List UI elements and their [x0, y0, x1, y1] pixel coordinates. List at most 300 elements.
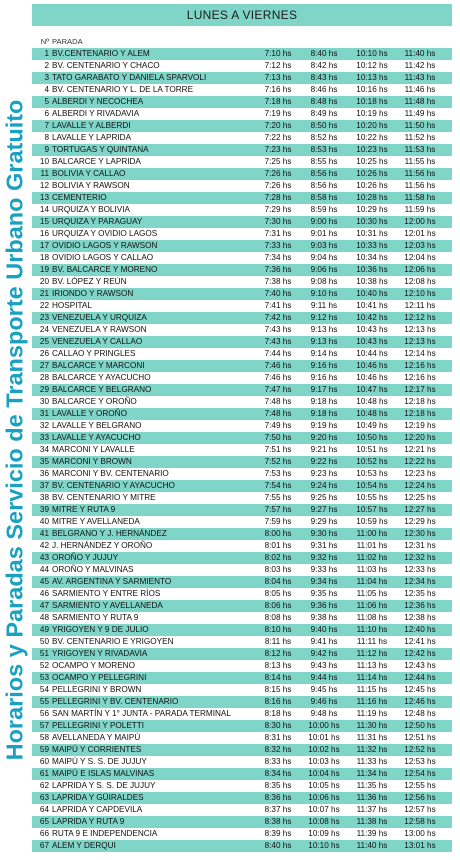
departure-time: 12:23 hs	[404, 469, 436, 478]
schedule-row	[32, 72, 452, 84]
stop-name: PELLEGRINI Y BROWN	[52, 685, 142, 694]
stop-number: 67	[39, 841, 49, 850]
column-header	[32, 36, 452, 48]
departure-time: 10:01 hs	[308, 733, 340, 742]
schedule-rows	[32, 48, 452, 852]
departure-time: 10:10 hs	[308, 841, 340, 850]
departure-time: 8:39 hs	[264, 829, 292, 838]
departure-time: 12:31 hs	[404, 541, 436, 550]
schedule-row	[32, 816, 452, 828]
stop-name: LAVALLE Y AYACUCHO	[52, 433, 141, 442]
departure-time: 8:53 hs	[310, 145, 338, 154]
stop-name: BOLIVIA Y CALLAO	[52, 169, 126, 178]
stop-number: 9	[44, 145, 49, 154]
departure-time: 12:13 hs	[404, 325, 436, 334]
departure-time: 11:02 hs	[356, 553, 388, 562]
departure-time: 7:43 hs	[264, 325, 292, 334]
stop-name: AV. ARGENTINA Y SARMIENTO	[52, 577, 172, 586]
stop-name: CALLAO Y PRINGLES	[52, 349, 136, 358]
stop-number: 54	[39, 685, 49, 694]
departure-time: 10:57 hs	[356, 505, 388, 514]
departure-time: 8:04 hs	[264, 577, 292, 586]
departure-time: 11:55 hs	[404, 157, 436, 166]
stop-name: BV. BALCARCE Y MORENO	[52, 265, 158, 274]
departure-time: 11:12 hs	[356, 649, 388, 658]
departure-time: 9:18 hs	[310, 409, 338, 418]
departure-time: 8:56 hs	[310, 181, 338, 190]
departure-time: 10:55 hs	[356, 493, 388, 502]
stop-number: 6	[44, 109, 49, 118]
departure-time: 12:18 hs	[404, 409, 436, 418]
departure-time: 11:06 hs	[356, 601, 388, 610]
departure-time: 10:18 hs	[356, 97, 388, 106]
departure-time: 7:22 hs	[264, 133, 292, 142]
schedule-row	[32, 96, 452, 108]
departure-time: 9:45 hs	[310, 685, 338, 694]
stop-number: 23	[39, 313, 49, 322]
departure-time: 10:30 hs	[356, 217, 388, 226]
departure-time: 9:18 hs	[310, 397, 338, 406]
schedule-row	[32, 672, 452, 684]
schedule-row	[32, 540, 452, 552]
departure-time: 8:14 hs	[264, 673, 292, 682]
stop-name: IRIONDO Y RAWSON	[52, 289, 134, 298]
departure-time: 9:22 hs	[310, 457, 338, 466]
departure-time: 8:37 hs	[264, 805, 292, 814]
departure-time: 8:48 hs	[310, 97, 338, 106]
departure-time: 8:15 hs	[264, 685, 292, 694]
departure-time: 9:13 hs	[310, 325, 338, 334]
stop-name: OROÑO Y MALVINAS	[52, 565, 134, 574]
stop-name: MAIPÚ E ISLAS MALVINAS	[52, 769, 155, 778]
stop-name: VENEZUELA Y URQUIZA	[52, 313, 147, 322]
departure-time: 9:16 hs	[310, 361, 338, 370]
stop-name: MITRE Y RUTA 9	[52, 505, 116, 514]
stop-number: 11	[40, 169, 49, 178]
departure-time: 7:13 hs	[264, 73, 292, 82]
stop-name: MAIPÚ Y CORRIENTES	[52, 745, 142, 754]
schedule-row	[32, 588, 452, 600]
departure-time: 7:41 hs	[264, 301, 292, 310]
departure-time: 7:46 hs	[264, 361, 292, 370]
stop-name: OROÑO Y JUJUY	[52, 553, 119, 562]
schedule-row	[32, 828, 452, 840]
stop-number: 38	[39, 493, 49, 502]
departure-time: 11:53 hs	[404, 145, 436, 154]
departure-time: 8:49 hs	[310, 109, 338, 118]
departure-time: 11:38 hs	[356, 817, 388, 826]
stop-number: 43	[39, 553, 49, 562]
schedule-row	[32, 624, 452, 636]
schedule-row	[32, 168, 452, 180]
departure-time: 12:53 hs	[404, 757, 436, 766]
schedule-row	[32, 372, 452, 384]
departure-time: 8:12 hs	[264, 649, 292, 658]
stop-number: 13	[39, 193, 49, 202]
departure-time: 7:42 hs	[264, 313, 292, 322]
schedule-row	[32, 480, 452, 492]
schedule-row	[32, 108, 452, 120]
departure-time: 10:40 hs	[356, 289, 388, 298]
stop-name: SARMIENTO Y AVELLANEDA	[52, 601, 163, 610]
departure-time: 12:56 hs	[404, 793, 436, 802]
departure-time: 10:28 hs	[356, 193, 388, 202]
departure-time: 7:52 hs	[264, 457, 292, 466]
departure-time: 8:32 hs	[264, 745, 292, 754]
departure-time: 9:32 hs	[310, 553, 338, 562]
stop-name: BV. CENTENARIO Y AYACUCHO	[52, 481, 175, 490]
departure-time: 11:42 hs	[404, 61, 436, 70]
stop-number: 60	[39, 757, 49, 766]
schedule-row	[32, 420, 452, 432]
departure-time: 9:08 hs	[310, 277, 338, 286]
schedule-row	[32, 240, 452, 252]
schedule-panel	[32, 4, 452, 852]
departure-time: 10:22 hs	[356, 133, 388, 142]
departure-time: 8:43 hs	[310, 73, 338, 82]
departure-time: 10:34 hs	[356, 253, 388, 262]
departure-time: 11:40 hs	[404, 49, 436, 58]
stop-number: 47	[39, 601, 49, 610]
departure-time: 11:33 hs	[356, 757, 388, 766]
departure-time: 9:38 hs	[310, 613, 338, 622]
departure-time: 8:13 hs	[264, 661, 292, 670]
departure-time: 11:40 hs	[356, 841, 388, 850]
departure-time: 8:34 hs	[264, 769, 292, 778]
departure-time: 8:55 hs	[310, 157, 338, 166]
stop-number: 36	[39, 469, 49, 478]
stop-number: 66	[39, 829, 49, 838]
stop-name: MITRE Y AVELLANEDA	[52, 517, 140, 526]
stop-name: AVELLANEDA Y MAIPÚ	[52, 733, 141, 742]
departure-time: 7:29 hs	[264, 205, 292, 214]
departure-time: 11:59 hs	[404, 205, 436, 214]
schedule-row	[32, 144, 452, 156]
departure-time: 7:28 hs	[264, 193, 292, 202]
departure-time: 10:13 hs	[356, 73, 388, 82]
departure-time: 10:04 hs	[308, 769, 340, 778]
departure-time: 7:33 hs	[264, 241, 292, 250]
departure-time: 12:08 hs	[404, 277, 436, 286]
stop-name: MARCONI Y LAVALLE	[52, 445, 135, 454]
departure-time: 12:11 hs	[404, 301, 436, 310]
departure-time: 9:21 hs	[310, 445, 338, 454]
departure-time: 10:50 hs	[356, 433, 388, 442]
departure-time: 11:49 hs	[404, 109, 436, 118]
stop-name: LAPRIDA Y GÜIRALDES	[52, 793, 144, 802]
stop-name: MARCONI Y BV. CENTENARIO	[52, 469, 169, 478]
departure-time: 11:37 hs	[356, 805, 388, 814]
departure-time: 11:13 hs	[356, 661, 388, 670]
departure-time: 7:50 hs	[264, 433, 292, 442]
stop-name: BALCARCE Y BELGRANO	[52, 385, 152, 394]
departure-time: 9:13 hs	[310, 337, 338, 346]
departure-time: 10:06 hs	[308, 793, 340, 802]
stop-name: YRIGOYEN Y 9 DE JULIO	[52, 625, 149, 634]
schedule-row	[32, 396, 452, 408]
departure-time: 12:18 hs	[404, 397, 436, 406]
schedule-row	[32, 648, 452, 660]
departure-time: 10:38 hs	[356, 277, 388, 286]
departure-time: 9:20 hs	[310, 433, 338, 442]
departure-time: 10:44 hs	[356, 349, 388, 358]
departure-time: 12:14 hs	[404, 349, 436, 358]
schedule-row	[32, 780, 452, 792]
stop-number: 37	[39, 481, 49, 490]
stop-number: 48	[39, 613, 49, 622]
stop-number: 57	[39, 721, 49, 730]
stop-name: LAVALLE Y OROÑO	[52, 409, 127, 418]
stop-number: 42	[39, 541, 49, 550]
departure-time: 12:30 hs	[404, 529, 436, 538]
departure-time: 12:45 hs	[404, 685, 436, 694]
departure-time: 11:11 hs	[356, 637, 388, 646]
schedule-row	[32, 408, 452, 420]
schedule-row	[32, 660, 452, 672]
departure-time: 12:44 hs	[404, 673, 436, 682]
departure-time: 11:14 hs	[356, 673, 388, 682]
departure-time: 9:12 hs	[310, 313, 338, 322]
schedule-row	[32, 180, 452, 192]
departure-time: 9:43 hs	[310, 661, 338, 670]
schedule-row	[32, 156, 452, 168]
departure-time: 10:08 hs	[308, 817, 340, 826]
departure-time: 12:42 hs	[404, 649, 436, 658]
schedule-row	[32, 252, 452, 264]
stop-number: 29	[39, 385, 49, 394]
stop-name: HOSPITAL	[52, 301, 92, 310]
departure-time: 10:42 hs	[356, 313, 388, 322]
departure-time: 10:20 hs	[356, 121, 388, 130]
departure-time: 10:23 hs	[356, 145, 388, 154]
schedule-row	[32, 528, 452, 540]
departure-time: 7:10 hs	[264, 49, 292, 58]
departure-time: 7:44 hs	[264, 349, 292, 358]
departure-time: 7:54 hs	[264, 481, 292, 490]
stop-name: SAN MARTÍN Y 1° JUNTA - PARADA TERMINAL	[52, 709, 231, 718]
stop-name: LAVALLE Y LAPRIDA	[52, 133, 132, 142]
stop-name: LAPRIDA Y RUTA 9	[52, 817, 125, 826]
stop-number: 31	[39, 409, 49, 418]
departure-time: 9:10 hs	[310, 289, 338, 298]
stop-number: 20	[39, 277, 49, 286]
departure-time: 12:43 hs	[404, 661, 436, 670]
departure-time: 12:10 hs	[404, 289, 436, 298]
departure-time: 11:30 hs	[356, 721, 388, 730]
stop-name: ALEM Y DERQUI	[52, 841, 116, 850]
departure-time: 12:48 hs	[404, 709, 436, 718]
departure-time: 9:33 hs	[310, 565, 338, 574]
departure-time: 9:00 hs	[310, 217, 338, 226]
schedule-row	[32, 120, 452, 132]
schedule-row	[32, 636, 452, 648]
stop-number: 51	[39, 649, 49, 658]
departure-time: 12:50 hs	[404, 721, 436, 730]
departure-time: 8:00 hs	[264, 529, 292, 538]
departure-time: 7:26 hs	[264, 181, 292, 190]
stop-name: BV. LÓPEZ Y REÚN	[52, 277, 127, 286]
stop-name: BALCARCE Y MARCONI	[52, 361, 145, 370]
departure-time: 11:19 hs	[356, 709, 388, 718]
schedule-row	[32, 288, 452, 300]
departure-time: 9:04 hs	[310, 253, 338, 262]
departure-time: 12:01 hs	[404, 229, 436, 238]
stop-name: PELLEGRINI Y POLETTI	[52, 721, 145, 730]
stop-name: BV. CENTENARIO Y MITRE	[52, 493, 156, 502]
stop-name: CEMENTERIO	[52, 193, 107, 202]
departure-time: 11:03 hs	[356, 565, 388, 574]
departure-time: 12:32 hs	[404, 553, 436, 562]
departure-time: 9:11 hs	[310, 301, 338, 310]
departure-time: 10:26 hs	[356, 181, 388, 190]
stop-number: 28	[39, 373, 49, 382]
schedule-row	[32, 456, 452, 468]
stop-number: 53	[39, 673, 49, 682]
departure-time: 8:06 hs	[264, 601, 292, 610]
stop-number: 58	[39, 733, 49, 742]
stop-number: 5	[44, 97, 49, 106]
departure-time: 9:34 hs	[310, 577, 338, 586]
departure-time: 11:56 hs	[404, 169, 436, 178]
stop-name: BALCARCE Y AYACUCHO	[52, 373, 151, 382]
stop-number: 34	[39, 445, 49, 454]
departure-time: 8:52 hs	[310, 133, 338, 142]
stop-name: SARMIENTO Y ENTRE RÍOS	[52, 589, 161, 598]
schedule-row	[32, 768, 452, 780]
departure-time: 12:04 hs	[404, 253, 436, 262]
departure-time: 9:03 hs	[310, 241, 338, 250]
departure-time: 11:10 hs	[356, 625, 388, 634]
departure-time: 9:19 hs	[310, 421, 338, 430]
departure-time: 8:35 hs	[264, 781, 292, 790]
departure-time: 12:17 hs	[404, 385, 436, 394]
departure-time: 8:50 hs	[310, 121, 338, 130]
departure-time: 10:10 hs	[356, 49, 388, 58]
departure-time: 10:29 hs	[356, 205, 388, 214]
departure-time: 8:58 hs	[310, 193, 338, 202]
departure-time: 11:52 hs	[404, 133, 436, 142]
stop-number: 49	[39, 625, 49, 634]
departure-time: 8:59 hs	[310, 205, 338, 214]
stop-number: 14	[39, 205, 49, 214]
stop-name: LAVALLE Y ALBERDI	[52, 121, 131, 130]
departure-time: 12:24 hs	[404, 481, 436, 490]
stop-number: 16	[39, 229, 49, 238]
departure-time: 12:03 hs	[404, 241, 436, 250]
departure-time: 10:51 hs	[356, 445, 388, 454]
stop-number: 50	[39, 637, 49, 646]
stop-number: 64	[39, 805, 49, 814]
departure-time: 8:42 hs	[310, 61, 338, 70]
departure-time: 9:41 hs	[310, 637, 338, 646]
departure-time: 11:34 hs	[356, 769, 388, 778]
departure-time: 8:33 hs	[264, 757, 292, 766]
schedule-row	[32, 192, 452, 204]
stop-name: MARCONI Y BROWN	[52, 457, 132, 466]
departure-time: 9:23 hs	[310, 469, 338, 478]
schedule-row	[32, 216, 452, 228]
departure-time: 9:06 hs	[310, 265, 338, 274]
departure-time: 10:48 hs	[356, 397, 388, 406]
departure-time: 8:10 hs	[264, 625, 292, 634]
departure-time: 12:52 hs	[404, 745, 436, 754]
stop-name: ALBERDI Y NECOCHEA	[52, 97, 144, 106]
schedule-row	[32, 84, 452, 96]
schedule-row	[32, 684, 452, 696]
departure-time: 7:20 hs	[264, 121, 292, 130]
departure-time: 12:00 hs	[404, 217, 436, 226]
departure-time: 7:23 hs	[264, 145, 292, 154]
departure-time: 9:31 hs	[310, 541, 338, 550]
departure-time: 10:19 hs	[356, 109, 388, 118]
schedule-row	[32, 708, 452, 720]
stop-number: 52	[39, 661, 49, 670]
stop-number: 24	[39, 325, 49, 334]
schedule-row	[32, 312, 452, 324]
departure-time: 10:43 hs	[356, 325, 388, 334]
stop-number: 32	[39, 421, 49, 430]
departure-time: 12:12 hs	[404, 313, 436, 322]
stop-name: OVIDIO LAGOS Y CALLAO	[52, 253, 154, 262]
departure-time: 7:51 hs	[264, 445, 292, 454]
departure-time: 9:16 hs	[310, 373, 338, 382]
stop-name: BALCARCE Y OROÑO	[52, 397, 137, 406]
schedule-row	[32, 336, 452, 348]
departure-time: 10:07 hs	[308, 805, 340, 814]
departure-time: 12:16 hs	[404, 373, 436, 382]
departure-time: 12:57 hs	[404, 805, 436, 814]
departure-time: 11:43 hs	[404, 73, 436, 82]
stop-name: URQUIZA Y OVIDIO LAGOS	[52, 229, 158, 238]
departure-time: 10:16 hs	[356, 85, 388, 94]
departure-time: 12:33 hs	[404, 565, 436, 574]
schedule-row	[32, 432, 452, 444]
departure-time: 11:05 hs	[356, 589, 388, 598]
schedule-row	[32, 468, 452, 480]
departure-time: 10:33 hs	[356, 241, 388, 250]
stop-number: 61	[39, 769, 49, 778]
stop-number: 41	[39, 529, 49, 538]
departure-time: 12:35 hs	[404, 589, 436, 598]
departure-time: 12:58 hs	[404, 817, 436, 826]
departure-time: 10:48 hs	[356, 409, 388, 418]
departure-time: 9:01 hs	[310, 229, 338, 238]
departure-time: 7:25 hs	[264, 157, 292, 166]
stop-name: OVIDIO LAGOS Y RAWSON	[52, 241, 158, 250]
schedule-row	[32, 804, 452, 816]
stop-name: RUTA 9 E INDEPENDENCIA	[52, 829, 158, 838]
departure-time: 9:25 hs	[310, 493, 338, 502]
schedule-row	[32, 576, 452, 588]
departure-time: 12:54 hs	[404, 769, 436, 778]
departure-time: 7:30 hs	[264, 217, 292, 226]
schedule-row	[32, 360, 452, 372]
departure-time: 8:16 hs	[264, 697, 292, 706]
stop-name: SARMIENTO Y RUTA 9	[52, 613, 139, 622]
stop-name: TORTUGAS Y QUINTANA	[52, 145, 149, 154]
departure-time: 10:41 hs	[356, 301, 388, 310]
departure-time: 7:31 hs	[264, 229, 292, 238]
stop-name: OCAMPO Y MORENO	[52, 661, 135, 670]
departure-time: 9:29 hs	[310, 517, 338, 526]
departure-time: 12:34 hs	[404, 577, 436, 586]
departure-time: 8:46 hs	[310, 85, 338, 94]
departure-time: 11:56 hs	[404, 181, 436, 190]
departure-time: 7:36 hs	[264, 265, 292, 274]
schedule-row	[32, 300, 452, 312]
stop-number: 44	[39, 565, 49, 574]
schedule-row	[32, 228, 452, 240]
